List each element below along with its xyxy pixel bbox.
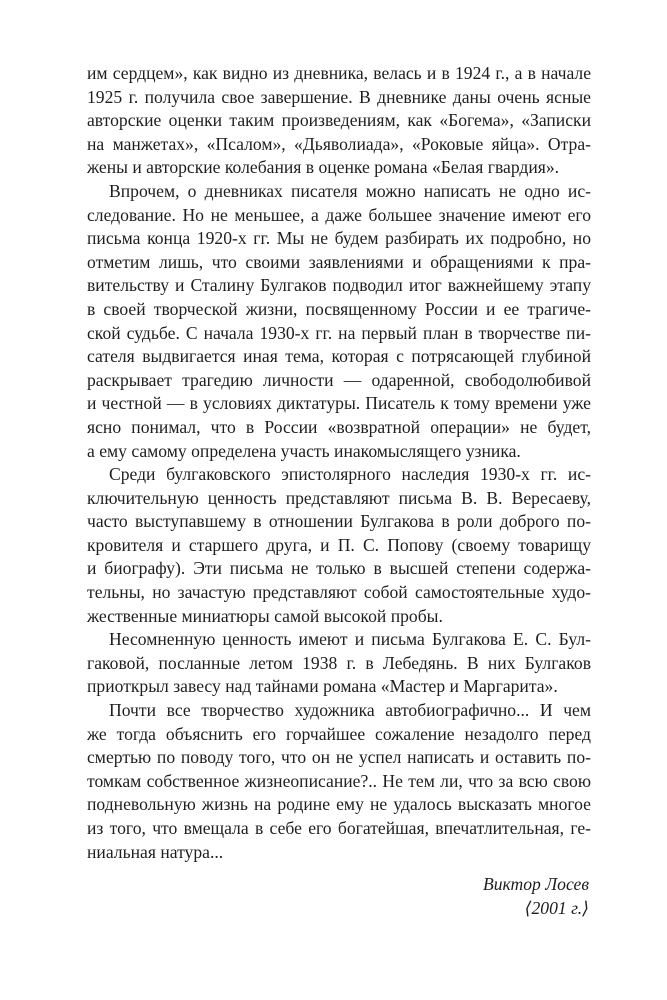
text-line: подневольную жизнь на родине ему не удалось высказать многое [87,794,591,815]
text-line: ниальная натура... [87,841,224,862]
paragraph-3 [87,463,591,628]
text-line: и честной — в условиях диктатуры. Писатель к тому времени уже [87,393,591,414]
signature-block [87,873,591,920]
text-line: им сердцем», как видно из дневника, велась и в 1924 г., а в начале [87,63,591,83]
paragraph-5 [87,699,591,864]
signature-spacer [87,864,591,873]
text-line: 1925 г. получила свое завершение. В дневнике даны очень ясные [87,86,591,107]
text-line: кровителя и старшего друга, и П. С. Попову (своему товарищу [87,534,591,555]
text-line: томкам собственное жизнеописание?.. Не тем ли, что за всю свою [87,770,591,791]
text-line: жены и авторские колебания в оценке романа «Белая гвардия». [87,157,560,178]
page-body [87,62,591,920]
text-line: следование. Но не меньшее, а даже большее значение имеют его [87,204,591,225]
text-line: вительству и Сталину Булгаков подводил итог важнейшему этапу [87,275,591,296]
signature-author: Виктор Лосев [483,874,589,895]
text-line: тельны, но зачастую представляют собой самостоятельные худо- [87,582,591,603]
text-line: ясно понимал, что в России «возвратной операции» не будет, [87,416,591,437]
text-line: и биографу). Эти письма не только в высшей степени содержа- [87,558,591,579]
text-line: авторские оценки таким произведениям, как «Богема», «Записки [87,110,591,131]
text-line: смертью по поводу того, что он не успел написать и оставить по- [87,747,591,768]
text-line: же тогда объяснить его горчайшее сожаление незадолго перед [87,723,591,744]
text-line: а ему самому определена участь инакомыслящего узника. [87,440,521,461]
text-line: гаковой, посланные летом 1938 г. в Лебедянь. В них Булгаков [87,652,591,673]
text-line: раскрывает трагедию личности — одаренной, свободолюбивой [87,369,591,390]
text-line: Почти все творчество художника автобиографично... И чем [109,700,591,721]
text-line: в своей творческой жизни, посвященному России и ее трагиче- [87,298,591,319]
paragraph-1 [87,62,591,180]
text-line: ской судьбе. С начала 1930-х гг. на первый план в творчестве пи- [87,322,591,343]
text-line: Впрочем, о дневниках писателя можно написать не одно ис- [109,180,591,201]
text-line: жественные миниатюры самой высокой пробы. [87,605,443,626]
text-line: часто выступавшему в отношении Булгакова в роли доброго по- [87,511,591,532]
text-line: приоткрыл завесу над тайнами романа «Мастер и Маргарита». [87,676,558,697]
paragraph-2 [87,180,591,463]
text-line: письма конца 1920-х гг. Мы не будем разбирать их подробно, но [87,228,591,249]
text-line: отметим лишь, что своими заявлениями и обращениями к пра- [87,251,591,272]
paragraph-4 [87,628,591,699]
text-line: ключительную ценность представляют письма В. В. Вересаеву, [87,487,591,508]
text-line: Среди булгаковского эпистолярного наследия 1930-х гг. ис- [109,464,591,485]
text-line: на манжетах», «Псалом», «Дьяволиада», «Роковые яйца». Отра- [87,133,591,154]
signature-date: ⟨2001 г.⟩ [524,897,589,918]
text-line: Несомненную ценность имеют и письма Булгакова Е. С. Бул- [109,629,591,650]
text-line: сателя выдвигается иная тема, которая с потрясающей глубиной [87,346,591,367]
text-line: из того, что вмещала в себе его богатейшая, впечатлительная, ге- [87,818,591,838]
